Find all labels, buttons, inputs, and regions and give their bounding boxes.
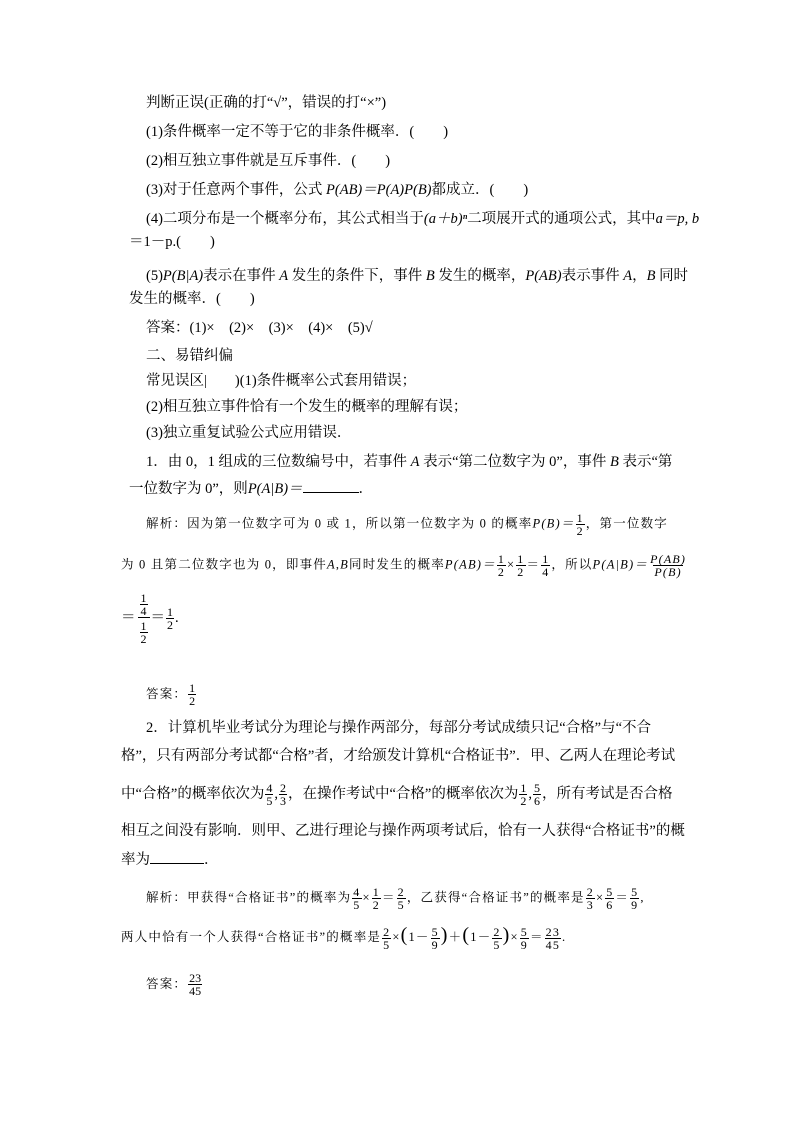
p1-solution-line1 [146,512,668,537]
p2-sol-pre: 解析：甲获得“合格证书”的概率为 [146,890,352,905]
q5-mid3: 发生的概率， [438,268,526,284]
fraction-four-fifths: $\frac{4}{5}$ [266,781,273,808]
fraction-two-fifths: $\frac{2}{5}$ [397,885,405,912]
p1-event-a: A [410,454,420,470]
p1-event-b: B [609,454,619,470]
p2-answer-blank [150,849,204,864]
fraction-five-ninths: $\frac{5}{9}$ [520,924,528,952]
problem2-line2: 格”，只有两部分考试都“合格”者，才给颁发计算机“合格证书”．甲、乙两人在理论考试 [121,748,676,764]
fraction-two-thirds: $\frac{2}{3}$ [586,885,594,912]
problem2-line5: 率为 ． [121,849,219,870]
judge-q4 [146,209,699,229]
p1-answer-label: 答案： [146,686,188,701]
judge-header: 判断正误(正确的打“√”，错误的打“×”) [146,95,387,111]
q5-mid4: 表示事件 [561,268,620,284]
fraction-quarter-over-half: $\frac{\frac{1}{4}}{\frac{1}{2}}$ [138,592,150,645]
errors-item1-row [146,371,416,391]
judge-q5-line2: 发生的概率．( ) [129,291,255,307]
problem2-line4: 相互之间没有影响．则甲、乙进行理论与操作两项考试后，恰有一人获得“合格证书”的概 [121,823,685,839]
q5-formula2: P(AB) [525,268,562,284]
p1-sol2-pab: P(AB)＝ [444,557,496,572]
errors-item3: (3)独立重复试验公式应用错误． [146,425,352,441]
q5-pre: (5) [146,268,163,284]
fraction-two-fifths: $\frac{2}{5}$ [383,924,391,952]
p2-solution-line2: 两人中恰有一个人获得“合格证书”的概率是 $\frac{2}{5}$ ×(1－ $\frac{5}{9}$ )＋(1－ $\frac{2}{5}$ )× $\frac{5}{9}$ ＝ $\frac{23}{45}$ . [121,924,567,952]
p1-sol2-pab2: P(A|B)＝ [592,557,649,572]
p1-sol-post: ，第一位数字 [585,516,668,531]
p2-line3-mid: ，在操作考试中“合格”的概率依次为 [288,785,519,802]
q3-formula: P(AB)＝P(A)P(B) [326,182,432,198]
q5-event-b: B [425,268,435,284]
q3-text-post: 都成立．( ) [431,182,529,198]
fraction-one-half: $\frac{1}{2}$ [520,781,527,808]
fraction-one-half: $\frac{1}{2}$ [189,681,196,708]
q5-formula1: P(B|A) [162,268,204,284]
p1-line1-end: 表示“第 [622,454,673,470]
problem2-line1: 2．计算机毕业考试分为理论与操作两部分，每部分考试成绩只记“合格”与“不合 [146,720,652,736]
q5-event-a2: A [623,268,633,284]
p1-line1-mid: 表示“第二位数字为 0”，事件 [423,454,607,470]
fraction-five-sixths: $\frac{5}{6}$ [606,885,614,912]
fraction-pab-over-pb: $\frac{P(AB)}{P(B)}$ [650,552,687,579]
judge-q4-line2: ＝1－p.( ) [129,234,215,250]
p2-line3-post: ，所有考试是否合格 [542,785,673,802]
problem2-line3: 中“合格”的概率依次为 $\frac{4}{5}$ , $\frac{2}{3}$ ，在操作考试中“合格”的概率依次为 $\frac{1}{2}$ , $\frac{5}{6}$ ，所有考试是否合格 [121,781,673,808]
p2-line5-text: 率为 [121,852,150,868]
errors-item1: )(1)条件概率公式套用错误； [234,373,417,389]
problem1-line1 [146,452,672,472]
errors-label: 常见误区| [146,373,207,389]
p2-solution-line1: 解析：甲获得“合格证书”的概率为 $\frac{4}{5}$ × $\frac{1}{2}$ ＝ $\frac{2}{5}$ ，乙获得“合格证书”的概率是 $\frac{2}{3}$ × $\frac{5}{6}$ ＝ $\frac{5}{9}$ , [146,885,645,912]
p2-sol-mid: ，乙获得“合格证书”的概率是 [406,890,585,905]
judge-q2: (2)相互独立事件就是互斥事件．( ) [146,153,391,169]
p1-line1-text: 1．由 0，1 组成的三位数编号中，若事件 [146,454,407,470]
fraction-five-sixths: $\frac{5}{6}$ [534,781,540,808]
p2-answer-label: 答案： [146,976,188,991]
p2-line3-pre: 中“合格”的概率依次为 [121,785,265,802]
fraction-two-fifths: $\frac{2}{5}$ [493,924,501,952]
q4-text-mid: 二项展开式的通项公式，其中 [467,211,656,227]
p1-answer [146,682,197,707]
p1-sol2-so: ，所以 [551,557,593,572]
p2-answer [146,972,203,997]
fraction-23-over-45: $\frac{23}{45}$ [189,971,202,998]
fraction-five-ninths: $\frac{5}{9}$ [631,885,639,912]
errors-item2: (2)相互独立事件恰有一个发生的概率的理解有误； [146,399,468,415]
q5-event-a: A [279,268,289,284]
p1-answer-blank [303,478,359,493]
fraction-one-half: $\frac{1}{2}$ [517,552,525,579]
q5-mid2: 发生的条件下，事件 [291,268,423,284]
q5-mid1: 表示在事件 [203,268,276,284]
errors-title: 二、易错纠偏 [146,348,233,364]
p1-compound-fraction: ＝ $\frac{\frac{1}{4}}{\frac{1}{2}}$ ＝ $\frac{1}{2}$ . [121,591,179,646]
q3-text-pre: (3)对于任意两个事件，公式 [146,182,323,198]
p1-sol2-mid: 同时发生的概率 [349,557,445,572]
fraction-one-half: $\frac{1}{2}$ [497,552,506,579]
judge-q1: (1)条件概率一定不等于它的非条件概率．( ) [146,124,449,140]
judge-q5: (5)P(B|A)表示在事件 A 发生的条件下，事件 B 发生的概率，P(AB)表示事件 A，B 同时 [146,268,689,284]
p1-line2-formula: P(A|B)＝ [247,481,303,497]
fraction-one-half: $\frac{1}{2}$ [167,605,173,632]
fraction-one-half: $\frac{1}{2}$ [576,511,584,538]
judge-q3 [146,180,528,200]
p1-sol-pre: 解析：因为第一位数字可为 0 或 1，所以第一位数字为 0 的概率 [146,516,533,531]
q4-formula: (a＋b)ⁿ [423,211,468,227]
q4-text-pre: (4)二项分布是一个概率分布，其公式相当于 [146,211,424,227]
p1-sol-pb: P(B)＝ [532,516,575,531]
fraction-23-over-45: $\frac{23}{45}$ [545,924,561,952]
fraction-two-thirds: $\frac{2}{3}$ [280,781,286,808]
fraction-one-half: $\frac{1}{2}$ [372,885,380,912]
p1-solution-line2: 为 0 且第二位数字也为 0，即事件A,B同时发生的概率P(AB)＝ $\frac{1}{2}$ × $\frac{1}{2}$ ＝ $\frac{1}{4}$ ，所以P(A|B)＝ $\frac{P(AB)}{P(B)}$ [121,552,687,579]
fraction-five-ninths: $\frac{5}{9}$ [431,924,439,952]
fraction-four-fifths: $\frac{4}{5}$ [353,885,361,912]
fraction-one-quarter: $\frac{1}{4}$ [542,552,550,579]
q4-tail: a＝p, b [655,211,700,227]
problem1-line2: 一位数字为 0”，则P(A|B)＝ ． [129,478,373,499]
q5-event-b2: B [646,268,656,284]
p2-sol2-pre: 两人中恰有一个人获得“合格证书”的概率是 [121,930,382,944]
p1-sol2-pre: 为 0 且第二位数字也为 0，即事件 [121,557,327,572]
p1-line2-text: 一位数字为 0”，则 [129,481,248,497]
judge-answer: 答案：(1)× (2)× (3)× (4)× (5)√ [146,320,373,336]
